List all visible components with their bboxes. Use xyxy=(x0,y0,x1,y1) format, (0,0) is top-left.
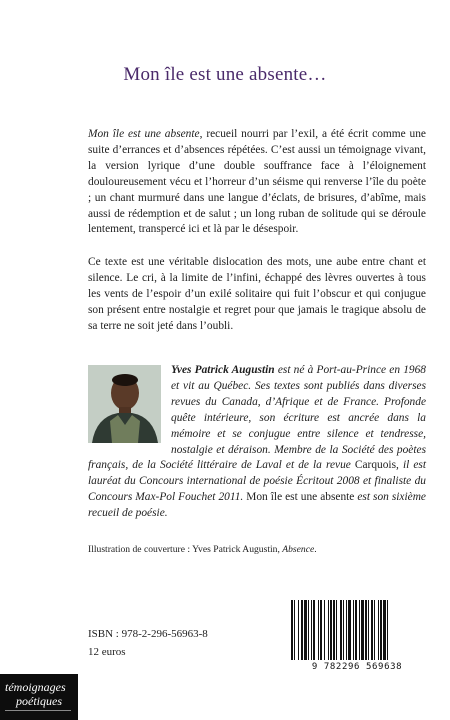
logo-line-1: témoignages xyxy=(5,680,66,694)
cover-credit-end: . xyxy=(314,544,317,555)
summary-title-italic: Mon île est une absente xyxy=(88,128,200,140)
cover-credit-label: Illustration de couverture : Yves Patrick Augustin, xyxy=(88,544,283,555)
logo-line-2: poétiques xyxy=(16,694,62,708)
bio-title-ref: Mon île est une absente xyxy=(246,491,355,504)
publisher-collection-logo xyxy=(0,674,78,720)
bio-text-3: est son sixième recueil de poésie. xyxy=(88,491,426,520)
summary-paragraph-1 xyxy=(88,127,426,238)
barcode-number: 9 782296 569638 xyxy=(311,662,403,672)
summary-paragraph-2: Ce texte est une véritable dislocation des mots, une aube entre chant et silence. Le cri, à la limite de l’infini, échappé des lèvres ouvertes à tous les vents de l’espoir d’un exilé solitaire qui fuit l’obscur et qui conjugue son présent entre nostalgie et regret pour que jamais le tragique absolu de sa terre ne soit jeté dans l’oubli. xyxy=(88,256,426,332)
book-title: Mon île est une absente… xyxy=(123,64,327,85)
logo-rule xyxy=(5,710,71,711)
bio-carquois: Carquois xyxy=(354,459,397,472)
author-name: Yves Patrick Augustin xyxy=(171,364,275,376)
author-portrait-icon xyxy=(88,365,161,443)
cover-credit-work: Absence xyxy=(282,544,315,555)
price: 12 euros xyxy=(88,646,126,658)
bio-text-2: , il est lauréat du Concours international de poésie Écritout 2008 et finaliste du Concours Max-Pol Fouchet 2011. xyxy=(88,459,426,504)
author-photo xyxy=(88,365,161,443)
isbn-number: ISBN : 978-2-296-56963-8 xyxy=(88,628,208,640)
barcode-icon xyxy=(287,598,427,668)
author-bio xyxy=(88,363,426,522)
summary-text-1: , recueil nourri par l’exil, a été écrit comme une suite d’errances et d’absences répétées. C’est aussi un témoignage vivant, la version lyrique d’une double souffrance face à l’éloignement douloureusement vécu et l’horreur d’un séisme qui renverse l’île du poète ; un chant murmuré dans une langue d’éclats, de brisures, d’abîme, mais aussi de rédemption et de salut ; un long ruban de solitude qui se déroule lentement, transpercé ici et là par le désespoir. xyxy=(88,128,426,236)
bio-text-1: est né à Port-au-Prince en 1968 et vit au Québec. Ses textes sont publiés dans diverses revues du Canada, d’Afrique et de France. Profonde quête intérieure, son écriture est ancrée dans la mémoire et se conjugue entre silence et tendresse, nostalgie et déraison. Membre de la Société des poètes français, de la Société littéraire de Laval et de la revue xyxy=(88,364,426,472)
cover-credit xyxy=(88,544,317,555)
